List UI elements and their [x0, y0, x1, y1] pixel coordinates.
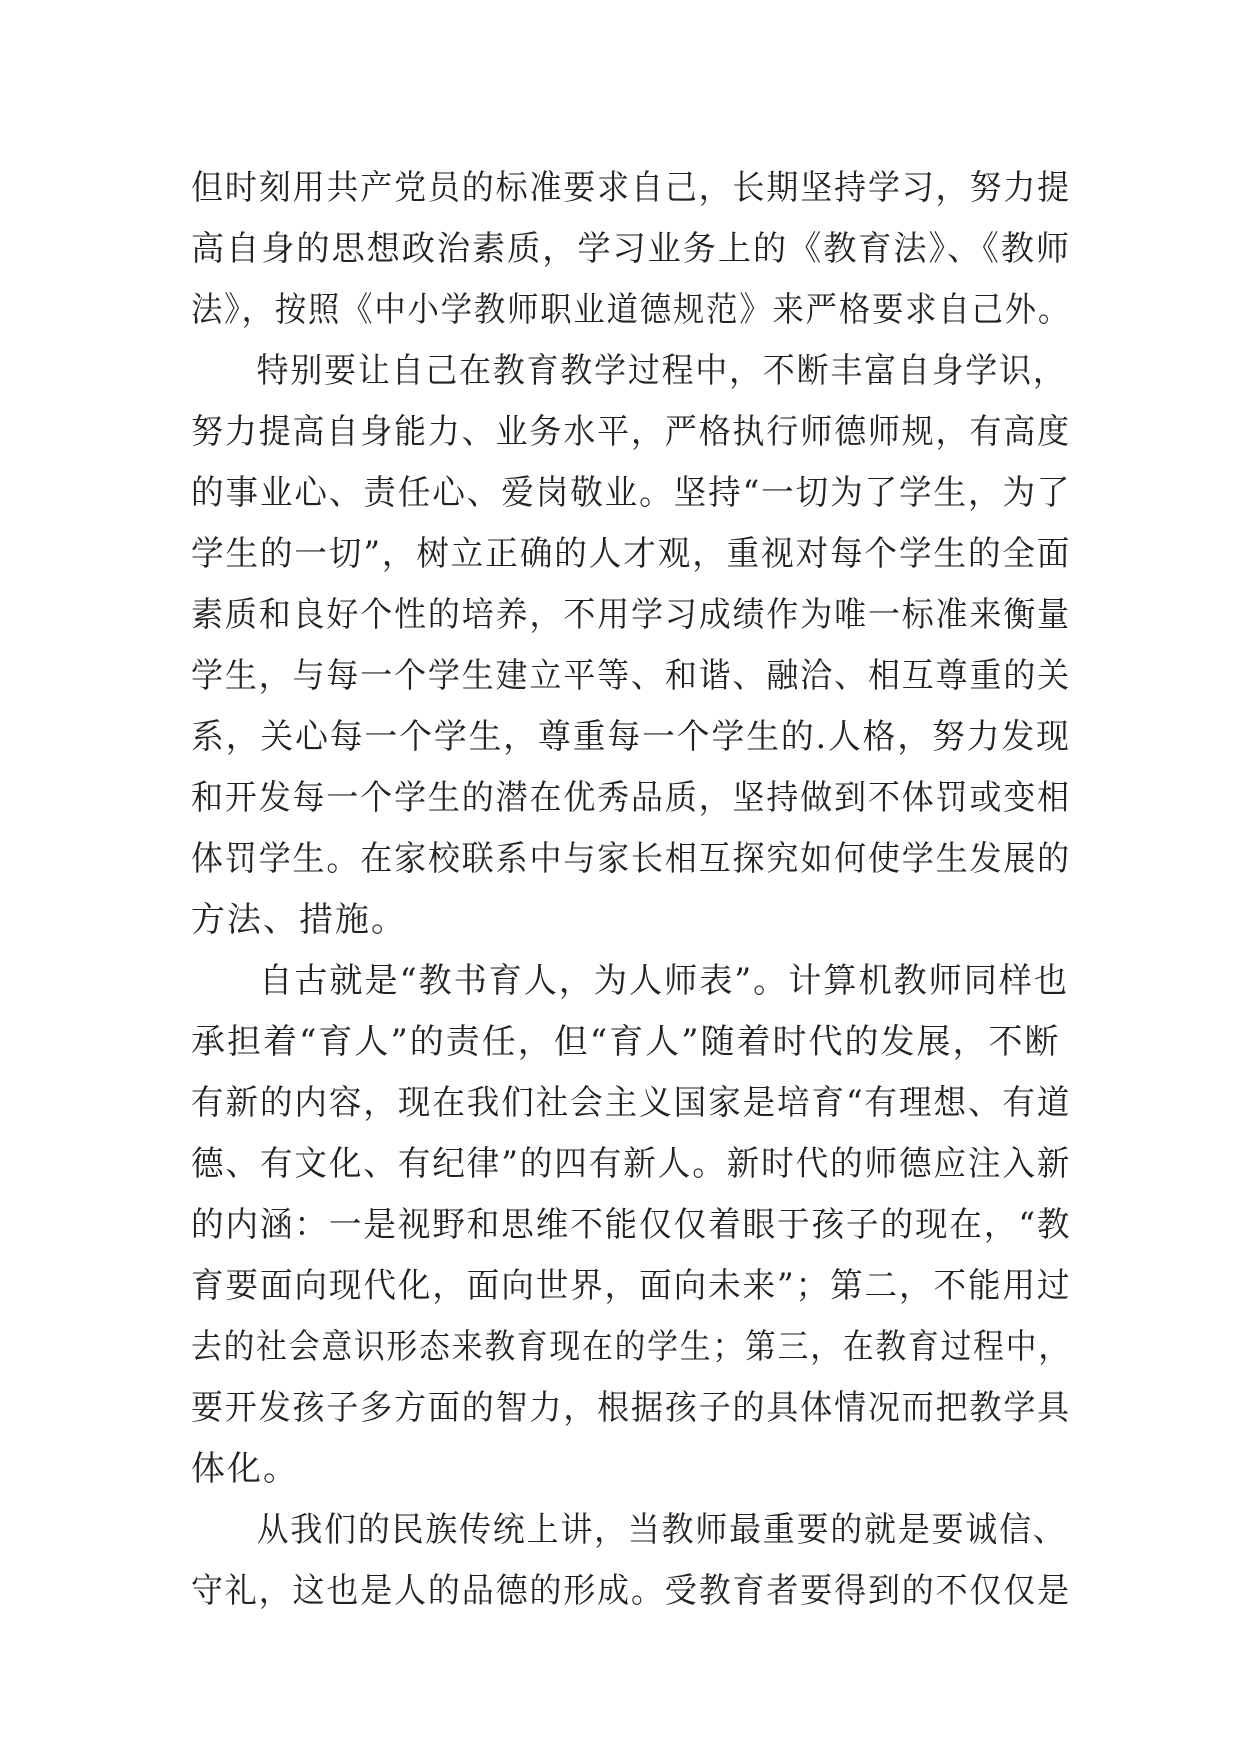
text-line: 有新的内容，现在我们社会主义国家是培育“有理想、有道 — [191, 1083, 1072, 1123]
document-body — [191, 158, 1071, 1622]
text-line: 自古就是“教书育人，为人师表”。计算机教师同样也 — [259, 961, 1069, 1001]
text-line: 体化。 — [191, 1449, 299, 1489]
text-line: 素质和良好个性的培养，不用学习成绩作为唯一标准来衡量 — [191, 595, 1072, 635]
text-line: 法》，按照《中小学教师职业道德规范》来严格要求自己外。 — [191, 290, 1072, 330]
text-line: 和开发每一个学生的潜在优秀品质，坚持做到不体罚或变相 — [191, 778, 1072, 818]
paragraph-p4 — [191, 1500, 1071, 1622]
text-line: 努力提高自身能力、业务水平，严格执行师德师规，有高度 — [191, 412, 1072, 452]
text-line: 但时刻用共产党员的标准要求自己，长期坚持学习，努力提 — [191, 168, 1072, 208]
text-line: 的内涵：一是视野和思维不能仅仅着眼于孩子的现在，“教 — [191, 1205, 1072, 1245]
text-line: 学生，与每一个学生建立平等、和谐、融洽、相互尊重的关 — [191, 656, 1072, 696]
text-line: 高自身的思想政治素质，学习业务上的《教育法》、《教师 — [191, 229, 1071, 269]
text-line: 系，关心每一个学生，尊重每一个学生的.人格，努力发现 — [191, 717, 1071, 757]
paragraph-p3 — [191, 951, 1071, 1500]
text-line: 从我们的民族传统上讲，当教师最重要的就是要诚信、 — [256, 1510, 1067, 1550]
text-line: 体罚学生。在家校联系中与家长相互探究如何使学生发展的 — [191, 839, 1072, 879]
text-line: 特别要让自己在教育教学过程中，不断丰富自身学识， — [256, 351, 1067, 391]
text-line: 育要面向现代化，面向世界，面向未来”；第二，不能用过 — [191, 1266, 1072, 1306]
text-line: 的事业心、责任心、爱岗敬业。坚持“一切为了学生，为了 — [191, 473, 1072, 513]
text-line: 去的社会意识形态来教育现在的学生；第三，在教育过程中， — [191, 1327, 1071, 1367]
text-line: 要开发孩子多方面的智力，根据孩子的具体情况而把教学具 — [191, 1388, 1072, 1428]
text-line: 方法、措施。 — [191, 900, 407, 940]
text-line: 德、有文化、有纪律”的四有新人。新时代的师德应注入新 — [191, 1144, 1072, 1184]
text-line: 守礼，这也是人的品德的形成。受教育者要得到的不仅仅是 — [191, 1571, 1072, 1611]
paragraph-p2 — [191, 341, 1071, 951]
text-line: 承担着“育人”的责任，但“育人”随着时代的发展，不断 — [191, 1022, 1061, 1062]
text-line: 学生的一切”，树立正确的人才观，重视对每个学生的全面 — [191, 534, 1072, 574]
paragraph-p1 — [191, 158, 1071, 341]
